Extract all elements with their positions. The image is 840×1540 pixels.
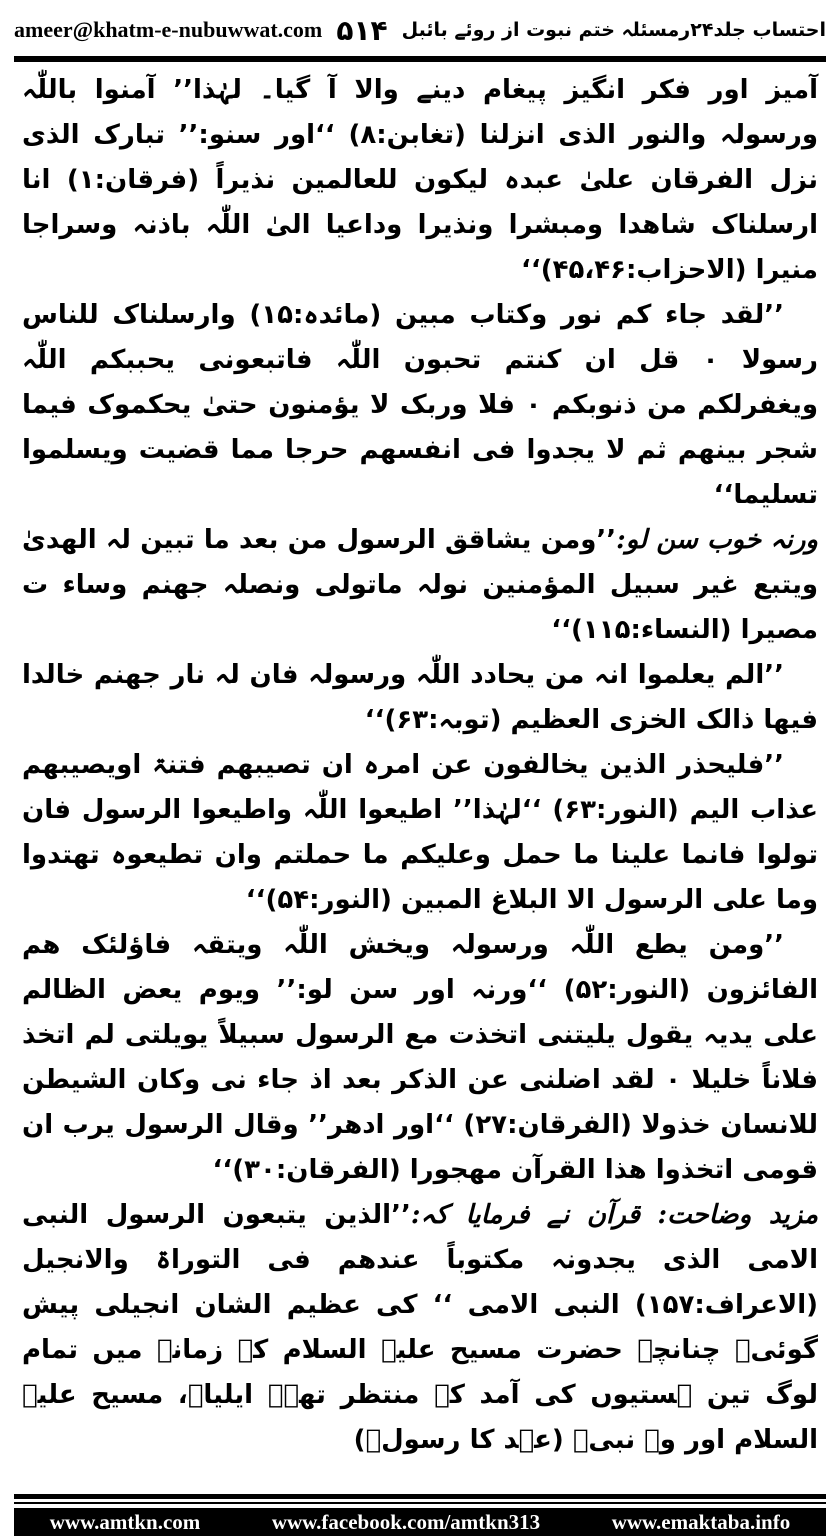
paragraph-text: آمیز اور فکر انگیز پیغام دینے والا آ گیا۔ لہٰذا’’ آمنوا باللّٰہ ورسولہ والنور الذی انزلنا (تغابن:۸) ‘‘اور سنو:’’ تبارک الذی نزل الفرقان علیٰ عبدہ لیکون للعالمین نذیراً (فرقان:۱) انا ارسلناک شاھدا ومبشرا ونذیرا وداعیا الیٰ اللّٰہ باذنہ وسراجا منیرا (الاحزاب:۴۵،۴۶)‘‘ <box>22 75 818 285</box>
footer-link-website[interactable]: www.amtkn.com <box>49 1509 201 1534</box>
paragraph-7 <box>22 1193 818 1463</box>
page-header <box>14 8 826 52</box>
paragraph-text: ’’فلیحذر الذین یخالفون عن امرہ ان تصیبھم فتنۃ اویصیبھم عذاب الیم (النور:۶۳) ‘‘لہٰذا’’ اطیعوا اللّٰہ واطیعوا الرسول فان تولوا فانما علینا ما حمل وعلیکم ما حملتم وان تطیعوہ تھتدوا وما علی الرسول الا البلاغ المبین (النور:۵۴)‘‘ <box>22 750 818 915</box>
paragraph-3 <box>22 518 818 653</box>
page-footer <box>14 1508 826 1536</box>
footer-rule-thick <box>14 1494 826 1499</box>
paragraph-text: ’’الذین یتبعون الرسول النبی الامی الذی یجدونہ مکتوباً عندھم فی التوراۃ والانجیل (الاعراف:۱۵۷) النبی الامی ‘‘ کی عظیم الشان انجیلی پیش گوئی۔ چنانچہ حضرت مسیح علیہ السلام کے زمانہ میں تمام لوگ تین ہستیوں کی آمد کے منتظر تھے۔ ایلیاؑ، مسیح علیہ السلام اور وہ نبیؐ (عہد کا رسولؐ) <box>22 1200 818 1455</box>
page-body <box>22 68 818 1480</box>
paragraph-5 <box>22 743 818 923</box>
paragraph-text: ’’لقد جاء کم نور وکتاب مبین (مائدہ:۱۵) وارسلناک للناس رسولا ۰ قل ان کنتم تحبون اللّٰہ فاتبعونی یحببکم اللّٰہ ویغفرلکم من ذنوبکم ۰ فلا وربک لا یؤمنون حتیٰ یحکموک فیما شجر بینھم ثم لا یجدوا فی انفسھم حرجا مما قضیت ویسلموا تسلیما‘‘ <box>22 300 819 510</box>
paragraph-1 <box>22 68 818 293</box>
paragraph-2 <box>22 293 818 518</box>
book-title: احتساب جلد۲۴رمسئلہ ختم نبوت از روئے بائبل <box>401 19 826 41</box>
paragraph-text: ’’ومن یشاقق الرسول من بعد ما تبین لہ الھدیٰ ویتبع غیر سبیل المؤمنین نولہ ماتولی ونصلہ جھنم وساء ت مصیرا (النساء:۱۱۵)‘‘ <box>22 525 818 645</box>
footer-rule-thin <box>14 1502 826 1504</box>
header-email: ameer@khatm-e-nubuwwat.com <box>14 17 323 42</box>
footer-link-emaktaba[interactable]: www.emaktaba.info <box>611 1509 791 1534</box>
paragraph-text: ’’الم یعلموا انہ من یحادد اللّٰہ ورسولہ فان لہ نار جھنم خالدا فیھا ذالک الخزی العظیم (توبہ:۶۳)‘‘ <box>22 660 818 735</box>
footer-link-facebook[interactable]: www.facebook.com/amtkn313 <box>271 1509 541 1534</box>
paragraph-4 <box>22 653 818 743</box>
paragraph-text: ’’ومن یطع اللّٰہ ورسولہ ویخش اللّٰہ ویتقہ فاؤلئک ھم الفائزون (النور:۵۲) ‘‘ورنہ اور سن لو:’’ ویوم یعض الظالم علی یدیہ یقول یلیتنی اتخذت مع الرسول سبیلاً یویلتی لم اتخذ فلاناً خلیلا ۰ لقد اضلنی عن الذکر بعد اذ جاء نی وکان الشیطن للانسان خذولا (الفرقان:۲۷) ‘‘اور ادھر’’ وقال الرسول یرب ان قومی اتخذوا ھذا القرآن مھجورا (الفرقان:۳۰)‘‘ <box>22 930 819 1185</box>
page-number: ۵۱۴ <box>336 13 388 47</box>
paragraph-lead: ورنہ خوب سن لو: <box>616 525 818 555</box>
header-title-group <box>336 14 826 47</box>
header-rule <box>14 56 826 62</box>
paragraph-6 <box>22 923 818 1193</box>
paragraph-lead: مزید وضاحت: قرآن نے فرمایا کہ: <box>410 1200 818 1230</box>
